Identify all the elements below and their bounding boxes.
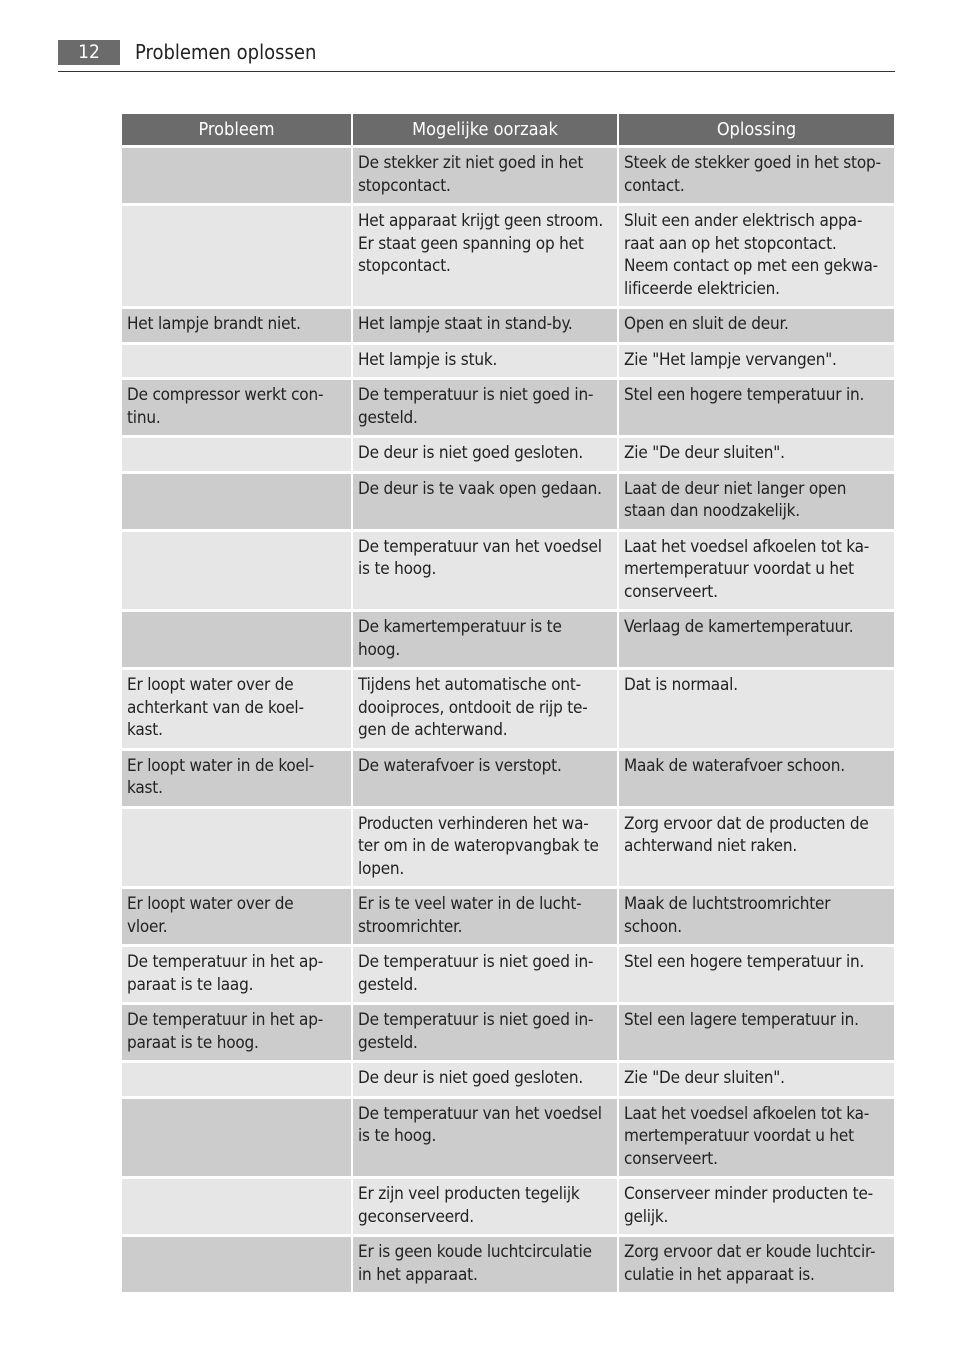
solution-cell (619, 532, 894, 610)
cause-cell (353, 1005, 617, 1060)
cell-text-line: De temperatuur van het voedsel (358, 1103, 602, 1124)
cell-text-line: gesteld. (358, 1032, 418, 1053)
cell-text-line: Open en sluit de deur. (624, 314, 789, 334)
cell-text-line: Er zijn veel producten tegelijk (358, 1184, 580, 1204)
table-row (122, 206, 894, 306)
cell-text-line: De deur is niet goed gesloten. (358, 443, 583, 463)
problem-cell (122, 1063, 351, 1096)
cell-text-line: Er is geen koude luchtcirculatie (358, 1242, 592, 1262)
cell-text-line: Laat de deur niet langer open (624, 478, 847, 499)
cell-text-line: Sluit een ander elektrisch appa- (624, 211, 863, 231)
cell-text-line: Het lampje staat in stand-by. (358, 314, 573, 334)
problem-cell (122, 148, 351, 203)
cell-text-line: kast. (127, 778, 163, 798)
solution-cell (619, 438, 894, 471)
solution-cell (619, 148, 894, 203)
cell-text-line: Er loopt water in de koel- (127, 755, 315, 776)
solution-cell (619, 1005, 894, 1060)
cause-cell (353, 438, 617, 471)
cell-text-line: Neem contact op met een gekwa- (624, 256, 878, 276)
table-row (122, 751, 894, 806)
cause-cell (353, 532, 617, 610)
cell-text-line: Conserveer minder producten te- (624, 1184, 873, 1204)
table-row (122, 474, 894, 529)
cell-text-line: Maak de luchtstroomrichter (624, 894, 831, 914)
cell-text-line: De temperatuur is niet goed in- (358, 952, 594, 972)
cell-text-line: Verlaag de kamertemperatuur. (624, 617, 854, 637)
cell-text-line: is te hoog. (358, 559, 437, 579)
cause-cell (353, 1063, 617, 1096)
cell-text-line: hoog. (358, 639, 400, 660)
cell-text-line: conserveert. (624, 1148, 718, 1169)
cell-text-line: vloer. (127, 916, 168, 937)
cause-cell (353, 889, 617, 944)
cell-text-line: Zorg ervoor dat de producten de (624, 813, 869, 834)
problem-cell (122, 309, 351, 342)
cell-text-line: Zie "De deur sluiten". (624, 443, 785, 463)
cell-text-line: gesteld. (358, 974, 418, 995)
cause-cell (353, 1099, 617, 1177)
cell-text-line: De stekker zit niet goed in het (358, 153, 584, 173)
cell-text-line: De temperatuur in het ap- (127, 952, 324, 972)
cell-text-line: Stel een hogere temperatuur in. (624, 385, 865, 405)
cell-text-line: Steek de stekker goed in het stop- (624, 153, 881, 173)
cell-text-line: De compressor werkt con- (127, 385, 324, 405)
cell-text-line: Laat het voedsel afkoelen tot ka- (624, 536, 870, 557)
cell-text-line: Laat het voedsel afkoelen tot ka- (624, 1103, 870, 1124)
page-header (58, 40, 895, 72)
cell-text-line: kast. (127, 720, 163, 740)
cell-text-line: geconserveerd. (358, 1206, 474, 1227)
problem-cell (122, 380, 351, 435)
cause-cell (353, 947, 617, 1002)
solution-cell (619, 809, 894, 887)
solution-cell (619, 1237, 894, 1292)
problem-cell (122, 1237, 351, 1292)
table-row (122, 1179, 894, 1234)
cell-text-line: Dat is normaal. (624, 675, 738, 695)
problem-cell (122, 474, 351, 529)
problem-cell (122, 612, 351, 667)
cell-text-line: raat aan op het stopcontact. (624, 233, 837, 254)
column-header-problem: Probleem (122, 114, 351, 145)
table-row (122, 345, 894, 378)
table-row (122, 947, 894, 1002)
cell-text-line: stopcontact. (358, 256, 451, 276)
section-title: Problemen oplossen (135, 40, 317, 64)
table-row (122, 148, 894, 203)
cell-text-line: De deur is niet goed gesloten. (358, 1068, 583, 1088)
cell-text-line: achterkant van de koel- (127, 697, 304, 718)
cell-text-line: De waterafvoer is verstopt. (358, 755, 562, 776)
cause-cell (353, 1237, 617, 1292)
column-header-cause: Mogelijke oorzaak (353, 114, 617, 145)
cell-text-line: stopcontact. (358, 175, 451, 196)
cell-text-line: De kamertemperatuur is te (358, 617, 562, 637)
cell-text-line: Zorg ervoor dat er koude luchtcir- (624, 1242, 876, 1262)
troubleshooting-table (120, 111, 896, 1295)
problem-cell (122, 947, 351, 1002)
column-header-solution: Oplossing (619, 114, 894, 145)
solution-cell (619, 1179, 894, 1234)
problem-cell (122, 345, 351, 378)
problem-cell (122, 751, 351, 806)
table-row (122, 1005, 894, 1060)
cell-text-line: contact. (624, 175, 685, 196)
cell-text-line: conserveert. (624, 581, 718, 602)
table-header-row (122, 114, 894, 145)
cell-text-line: Er staat geen spanning op het (358, 233, 584, 254)
table-row (122, 1099, 894, 1177)
cell-text-line: Er loopt water over de (127, 675, 294, 695)
cell-text-line: Stel een hogere temperatuur in. (624, 952, 865, 972)
solution-cell (619, 947, 894, 1002)
cell-text-line: mertemperatuur voordat u het (624, 1126, 854, 1146)
cause-cell (353, 474, 617, 529)
cell-text-line: Producten verhinderen het wa- (358, 813, 589, 834)
table-row (122, 1237, 894, 1292)
cell-text-line: tinu. (127, 407, 161, 428)
page-number: 12 (58, 40, 120, 65)
cause-cell (353, 670, 617, 748)
cell-text-line: paraat is te laag. (127, 974, 254, 995)
cell-text-line: staan dan noodzakelijk. (624, 501, 800, 521)
solution-cell (619, 751, 894, 806)
cell-text-line: in het apparaat. (358, 1264, 478, 1285)
problem-cell (122, 889, 351, 944)
cause-cell (353, 309, 617, 342)
table-row (122, 670, 894, 748)
problem-cell (122, 1099, 351, 1177)
cell-text-line: Zie "Het lampje vervangen". (624, 349, 837, 370)
cell-text-line: Het apparaat krijgt geen stroom. (358, 211, 604, 231)
cause-cell (353, 206, 617, 306)
cause-cell (353, 345, 617, 378)
table-row (122, 809, 894, 887)
solution-cell (619, 206, 894, 306)
table-row (122, 612, 894, 667)
table-row (122, 438, 894, 471)
cell-text-line: Maak de waterafvoer schoon. (624, 755, 845, 776)
cell-text-line: Er is te veel water in de lucht- (358, 894, 582, 914)
solution-cell (619, 1099, 894, 1177)
cell-text-line: Zie "De deur sluiten". (624, 1068, 785, 1088)
problem-cell (122, 670, 351, 748)
table-row (122, 309, 894, 342)
solution-cell (619, 670, 894, 748)
problem-cell (122, 438, 351, 471)
cell-text-line: De temperatuur is niet goed in- (358, 385, 594, 405)
cell-text-line: gelijk. (624, 1206, 669, 1227)
cause-cell (353, 809, 617, 887)
cell-text-line: mertemperatuur voordat u het (624, 559, 854, 579)
table-row (122, 380, 894, 435)
cell-text-line: Er loopt water over de (127, 894, 294, 914)
cause-cell (353, 380, 617, 435)
cell-text-line: schoon. (624, 916, 682, 937)
cell-text-line: De deur is te vaak open gedaan. (358, 478, 602, 499)
problem-cell (122, 206, 351, 306)
cell-text-line: stroomrichter. (358, 916, 463, 937)
cell-text-line: gen de achterwand. (358, 720, 508, 740)
table-row (122, 1063, 894, 1096)
cell-text-line: lopen. (358, 858, 405, 879)
cell-text-line: dooiproces, ontdooit de rijp te- (358, 697, 588, 718)
cell-text-line: Het lampje brandt niet. (127, 314, 301, 334)
cell-text-line: achterwand niet raken. (624, 836, 797, 856)
table-row (122, 532, 894, 610)
cause-cell (353, 148, 617, 203)
table-body (122, 148, 894, 1292)
problem-cell (122, 1179, 351, 1234)
solution-cell (619, 1063, 894, 1096)
problem-cell (122, 1005, 351, 1060)
solution-cell (619, 889, 894, 944)
cell-text-line: Tijdens het automatische ont- (358, 675, 581, 695)
cell-text-line: is te hoog. (358, 1126, 437, 1146)
cell-text-line: De temperatuur in het ap- (127, 1010, 324, 1030)
table-row (122, 889, 894, 944)
solution-cell (619, 309, 894, 342)
cell-text-line: culatie in het apparaat is. (624, 1264, 815, 1285)
cell-text-line: De temperatuur van het voedsel (358, 536, 602, 557)
cause-cell (353, 1179, 617, 1234)
solution-cell (619, 612, 894, 667)
cell-text-line: paraat is te hoog. (127, 1032, 259, 1053)
cell-text-line: lificeerde elektricien. (624, 278, 780, 299)
cell-text-line: gesteld. (358, 407, 418, 428)
problem-cell (122, 809, 351, 887)
cell-text-line: Het lampje is stuk. (358, 349, 498, 370)
cell-text-line: ter om in de wateropvangbak te (358, 836, 599, 856)
solution-cell (619, 380, 894, 435)
cause-cell (353, 612, 617, 667)
solution-cell (619, 345, 894, 378)
cell-text-line: Stel een lagere temperatuur in. (624, 1010, 859, 1030)
cell-text-line: De temperatuur is niet goed in- (358, 1010, 594, 1030)
problem-cell (122, 532, 351, 610)
solution-cell (619, 474, 894, 529)
cause-cell (353, 751, 617, 806)
